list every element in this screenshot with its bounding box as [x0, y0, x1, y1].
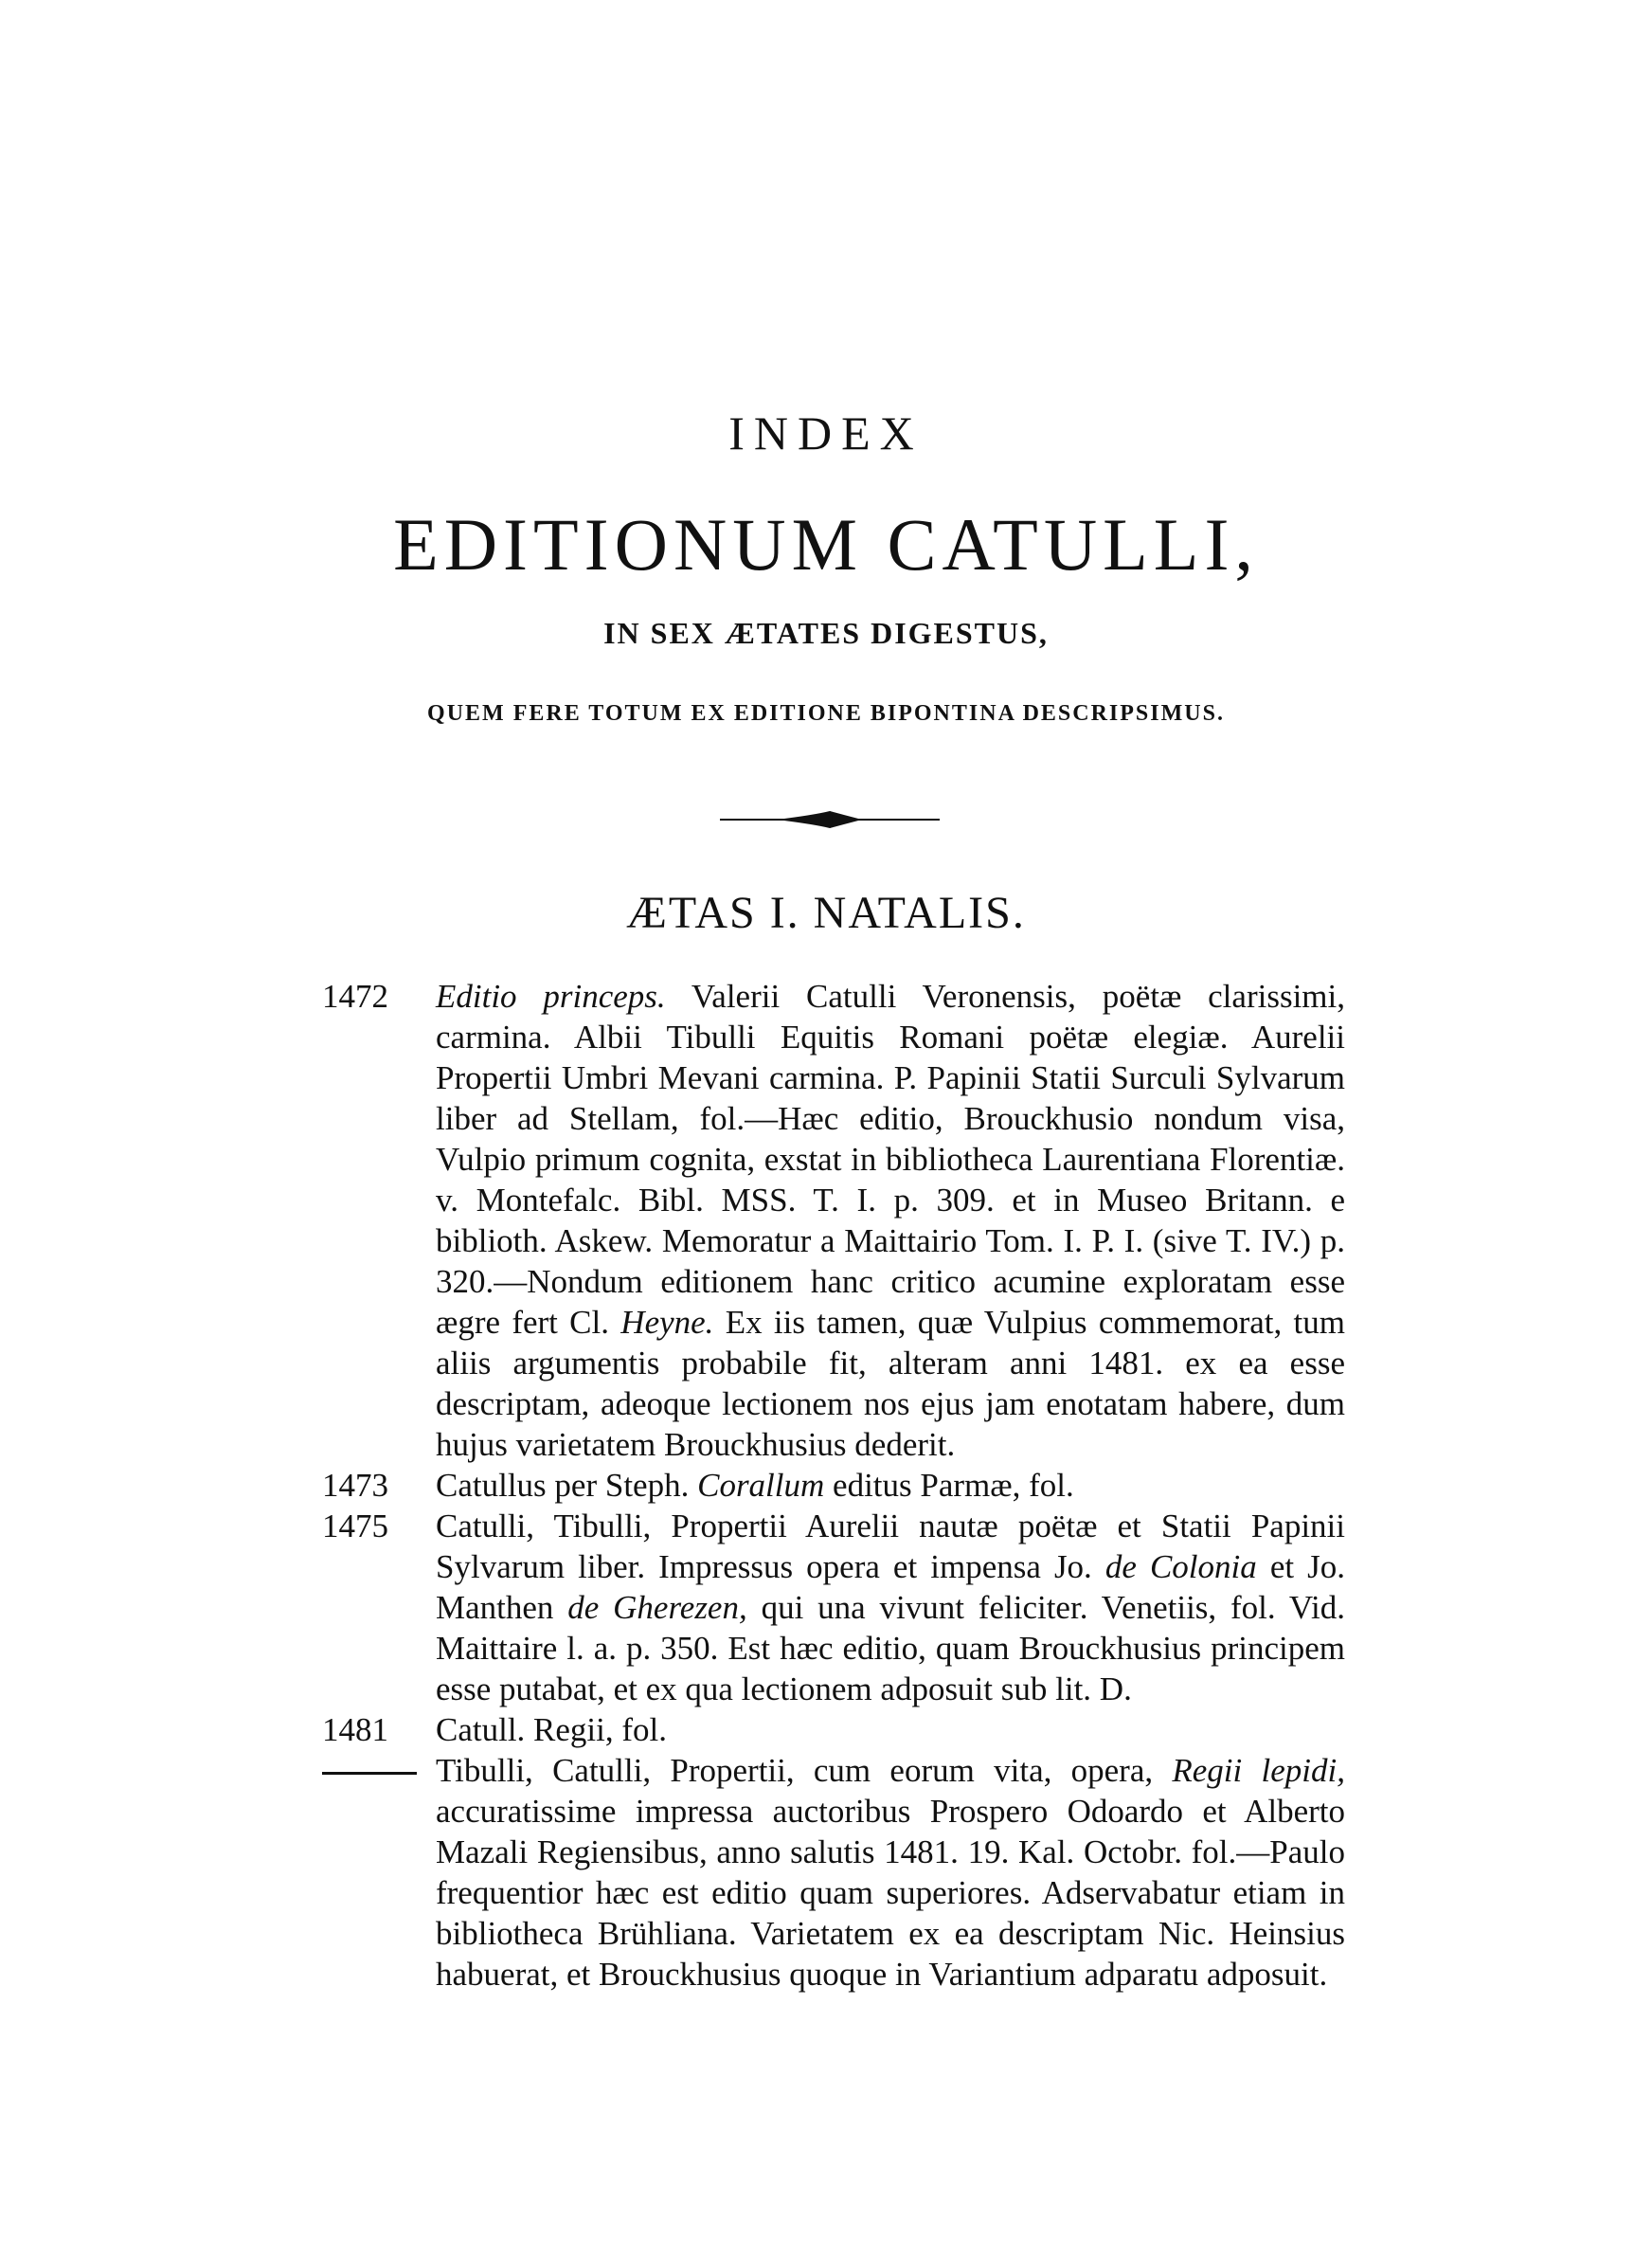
text-run: Catull. Regii, fol. — [436, 1711, 668, 1748]
index-label: INDEX — [728, 406, 924, 460]
text-run: accuratissime impressa auctoribus Prospero Odoardo et Alberto Mazali Regiensibus, anno salutis 1481. 19. Kal. Octobr. fol.—Paulo frequentior hæc est editio quam superiores. Adservabatur etiam in bibliotheca Brühliana. Varietatem ex ea descriptam Nic. Heinsius habuerat, et Brouckhusius quoque in Variantium adparatu adposuit. — [436, 1793, 1345, 1993]
section-heading: ÆTAS I. NATALIS. — [626, 888, 1026, 938]
edition-entry — [322, 1506, 1346, 1709]
edition-entry — [322, 1465, 1345, 1506]
edition-year: 1475 — [322, 1508, 388, 1544]
italic-text: Regii lepidi, — [1172, 1752, 1345, 1789]
edition-description — [436, 1709, 1345, 1750]
italic-text: de Gherezen, — [567, 1589, 747, 1626]
italic-text: de Colonia — [1104, 1548, 1257, 1585]
edition-year: 1473 — [322, 1467, 388, 1504]
edition-year: 1472 — [322, 978, 388, 1015]
text-run: Tibulli, Catulli, Propertii, cum eorum vita, opera, — [436, 1752, 1173, 1789]
subtitle-source: QUEM FERE TOTUM EX EDITIONE BIPONTINA DESCRIPSIMUS. — [427, 701, 1225, 726]
edition-list — [322, 976, 1346, 1995]
edition-year: 1481 — [322, 1711, 388, 1748]
text-run: Catullus per Steph. — [436, 1467, 698, 1504]
italic-text: Corallum — [697, 1467, 825, 1504]
text-run: Valerii Catulli Veronensis, poëtæ clarissimi, carmina. Albii Tibulli Equitis Romani poëtæ elegiæ. Aurelii Propertii Umbri Mevani carmina. P. Papinii Statii Surculi Sylvarum liber ad Stellam, fol.—Hæc editio, Brouckhusio nondum visa, Vulpio primum cognita, exstat in bibliotheca Laurentiana Florentiæ. v. Montefalc. Bibl. MSS. T. I. p. 309. et in Museo Britann. e biblioth. Askew. Memoratur a Maittairio Tom. I. P. I. (sive T. IV.) p. 320.—Nondum editionem hanc critico acumine exploratam esse ægre fert Cl. — [436, 978, 1345, 1341]
edition-description — [436, 976, 1345, 1465]
edition-description — [436, 1506, 1345, 1709]
text-run: editus Parmæ, fol. — [824, 1467, 1074, 1504]
edition-description — [436, 1750, 1345, 1995]
text-run: Ex iis tamen, quæ Vulpius commemorat, tum aliis argumentis probabile fit, alteram anni 1481. ex ea esse descriptam, adeoque lectionem nos ejus jam enotatam habere, dum hujus varietatem Brouckhusius dederit. — [436, 1304, 1345, 1463]
text-run: et Jo. Manthen — [436, 1548, 1346, 1626]
text-run: Catulli, Tibulli, Propertii Aurelii nautæ poëtæ et Statii Papinii Sylvarum liber. Impressus opera et impensa Jo. — [436, 1508, 1345, 1585]
ornamental-rule-icon — [720, 805, 940, 834]
ditto-dash — [322, 1772, 417, 1775]
text-run: qui una vivunt feliciter. Venetiis, fol. Vid. Maittaire l. a. p. 350. Est hæc editio, quam Brouckhusius principem esse putabat, et ex qua lectionem adposuit sub lit. D. — [436, 1589, 1345, 1707]
edition-year — [322, 1750, 431, 1791]
subtitle: IN SEX ÆTATES DIGESTUS, — [603, 616, 1049, 650]
edition-entry — [360, 1750, 1345, 1995]
main-title: EDITIONUM CATULLI, — [393, 503, 1259, 586]
edition-entry — [322, 1709, 1345, 1750]
edition-entry — [322, 976, 1345, 1465]
edition-description — [436, 1465, 1345, 1506]
italic-text: Editio princeps. — [436, 978, 666, 1015]
italic-text: Heyne. — [620, 1304, 714, 1341]
